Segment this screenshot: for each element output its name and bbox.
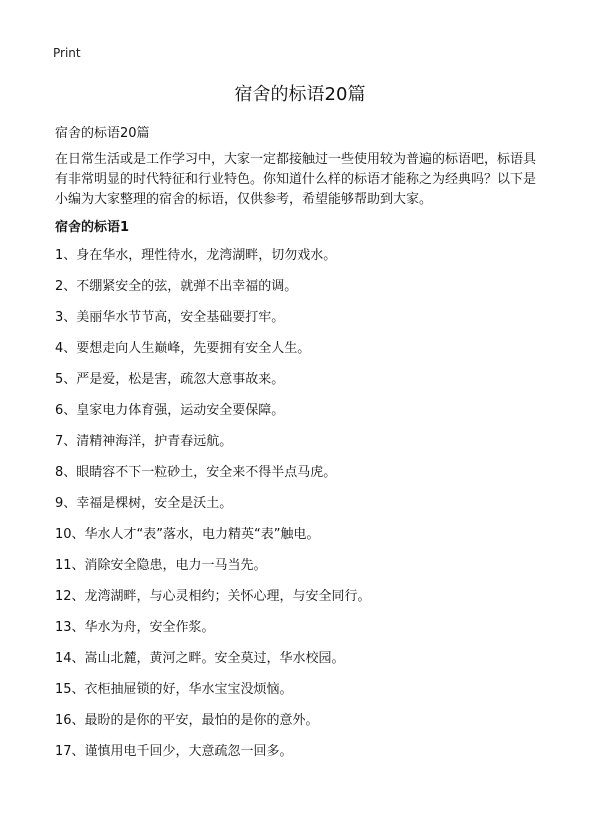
print-label: Print <box>53 46 81 60</box>
list-item: 15、衣柜抽屉锁的好，华水宝宝没烦恼。 <box>55 682 293 697</box>
list-item: 9、幸福是棵树，安全是沃土。 <box>55 496 233 511</box>
list-item: 4、要想走向人生巅峰，先要拥有安全人生。 <box>55 341 311 356</box>
list-item: 3、美丽华水节节高，安全基础要打牢。 <box>55 310 285 325</box>
section-heading: 宿舍的标语1 <box>55 220 130 235</box>
list-item: 1、身在华水，理性待水，龙湾湖畔，切勿戏水。 <box>55 248 337 263</box>
list-item: 11、消除安全隐患，电力一马当先。 <box>55 558 267 573</box>
list-item: 13、华水为舟，安全作浆。 <box>55 620 215 635</box>
list-item: 12、龙湾湖畔，与心灵相约；关怀心理，与安全同行。 <box>55 589 371 604</box>
document-title: 宿舍的标语20篇 <box>234 84 366 105</box>
list-item: 17、谨慎用电千回少，大意疏忽一回多。 <box>55 744 293 759</box>
list-item: 8、眼睛容不下一粒砂土，安全来不得半点马虎。 <box>55 465 337 480</box>
intro-paragraph: 在日常生活或是工作学习中，大家一定都接触过一些使用较为普遍的标语吧，标语具有非常明显的时代特征和行业特色。你知道什么样的标语才能称之为经典吗？以下是小编为大家整理的宿舍的标语，仅供参考，希望能够帮助到大家。 <box>55 152 537 207</box>
list-item: 6、皇家电力体育强，运动安全要保障。 <box>55 403 285 418</box>
list-item: 10、华水人才“表”落水，电力精英“表”触电。 <box>55 527 320 542</box>
list-item: 7、清精神海洋，护青春远航。 <box>55 434 233 449</box>
list-item: 5、严是爱，松是害，疏忽大意事故来。 <box>55 372 285 387</box>
slogan-list <box>55 246 371 773</box>
list-item: 16、最盼的是你的平安，最怕的是你的意外。 <box>55 713 319 728</box>
list-item: 2、不绷紧安全的弦，就弹不出幸福的调。 <box>55 279 298 294</box>
list-item: 14、嵩山北麓，黄河之畔。安全莫过，华水校园。 <box>55 651 345 666</box>
document-subtitle: 宿舍的标语20篇 <box>55 126 150 141</box>
